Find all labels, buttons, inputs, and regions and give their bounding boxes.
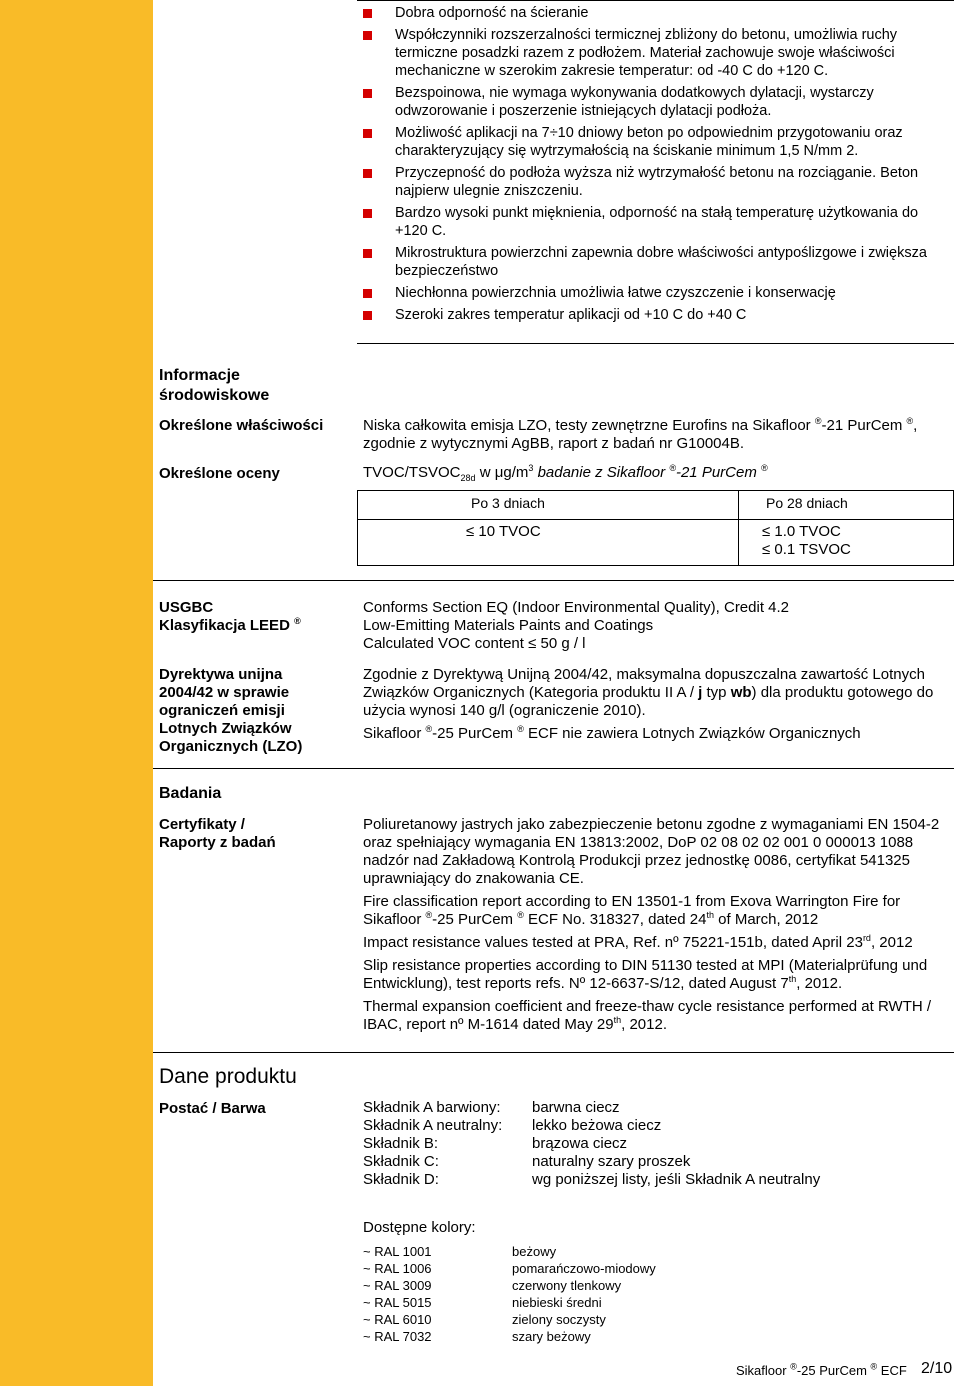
list-item: Bardzo wysoki punkt mięknienia, odporność na stałą temperaturę użytkowania do +120 C. bbox=[362, 204, 952, 240]
ratings-text: TVOC/$TSVOC_{28d}$ w $\mu g/m^3$ badanie z Sikafloor ®-21 PurCem ® bbox=[363, 463, 768, 483]
list-item: Składnik D: wg poniższej listy, jeśli Składnik A neutralny bbox=[363, 1171, 821, 1188]
list-item: Mikrostruktura powierzchni zapewnia dobre właściwości antypoślizgowe i zwiększa bezpieczeństwo bbox=[362, 244, 952, 280]
bullet-icon bbox=[363, 89, 372, 98]
bullet-icon bbox=[363, 31, 372, 40]
table-cell: ≤ 10 TVOC bbox=[466, 523, 541, 540]
table-header: Po 3 dniach bbox=[471, 495, 545, 511]
list-item: Bezspoinowa, nie wymaga wykonywania dodatkowych dylatacji, wystarczy odwzorowanie i poszerzenie istniejących dylatacji podłoża. bbox=[362, 84, 952, 120]
list-item: Szeroki zakres temperatur aplikacji od +10 C do +40 C bbox=[362, 306, 952, 324]
list-item: ~ RAL 6010 zielony soczysty bbox=[363, 1312, 606, 1327]
certificates-text: Poliuretanowy jastrych jako zabezpieczenie betonu zgodne z wymaganiami EN 1504-2 oraz spełniający wymagania EN 13813:2002, DoP 02 08 02 02 001 0 000013 1088 nadzór nad Zakładową Kontrolą Produkcji przez jednostkę 0086, certyfikat 541325 uprawniający do znakowania CE. Fire classification report according to EN 13501-1 from Exova Warrington Fire for Sikafloor ®-25 PurCem ® ECF No. 318327, dated 24th of March, 2012 Impact resistance values tested at PRA, Ref. nº 75221-151b, dated April 23rd, 2012 Slip resistance properties according to DIN 51130 tested at MPI (Materialprüfung und Entwicklung), test reports refs. Nº 12-6637-S/12, dated August 7th, 2012. Thermal expansion coefficient and freeze-thaw cycle resistance performed at RWTH / IBAC, report nº M-1614 dated May 29th, 2012. bbox=[363, 816, 940, 1033]
divider bbox=[153, 580, 954, 581]
certificates-label: Certyfikaty / Raporty z badań bbox=[159, 816, 276, 851]
list-item: Przyczepność do podłoża wyższa niż wytrzymałość betonu na rozciąganie. Beton najpierw ulegnie zniszczeniu. bbox=[362, 164, 952, 200]
list-item: ~ RAL 1001 beżowy bbox=[363, 1244, 557, 1259]
list-item: Dobra odporność na ścieranie bbox=[362, 4, 952, 22]
bullet-icon bbox=[363, 311, 372, 320]
table-header: Po 28 dniach bbox=[766, 495, 848, 511]
table-divider bbox=[358, 519, 953, 520]
list-item: Niechłonna powierzchnia umożliwia łatwe czyszczenie i konserwację bbox=[362, 284, 952, 302]
list-item: ~ RAL 1006 pomarańczowo-miodowy bbox=[363, 1261, 656, 1276]
bullet-icon bbox=[363, 9, 372, 18]
list-item: Możliwość aplikacji na 7÷10 dniowy beton po odpowiednim przygotowaniu oraz charakteryzujący się wytrzymałością na ściskanie minimum 1,5 N/mm 2. bbox=[362, 124, 952, 160]
colors-heading: Dostępne kolory: bbox=[363, 1219, 476, 1236]
directive-text: Zgodnie z Dyrektywą Unijną 2004/42, maksymalna dopuszczalna zawartość Lotnych Związków Organicznych (Kategoria produktu II A / j typ wb) dla produktu gotowego do użycia wynosi 140 g/l (ograniczenie 2010). Sikafloor ®-25 PurCem ® ECF nie zawiera Lotnych Związków Organicznych bbox=[363, 666, 934, 742]
bullet-icon bbox=[363, 209, 372, 218]
table-divider bbox=[738, 491, 739, 565]
usgbc-text: Conforms Section EQ (Indoor Environmental Quality), Credit 4.2 Low-Emitting Materials Paints and Coatings Calculated VOC content ≤ 50 g / l bbox=[363, 599, 790, 652]
form-label: Postać / Barwa bbox=[159, 1100, 266, 1117]
colors-list bbox=[363, 1243, 656, 1345]
footer-product: Sikafloor ®-25 PurCem ® ECF bbox=[736, 1361, 907, 1378]
page-number: 2/10 bbox=[921, 1360, 953, 1377]
list-item: Składnik A barwiony: barwna ciecz bbox=[363, 1099, 620, 1116]
components-list bbox=[363, 1099, 820, 1189]
table-cell: ≤ 1.0 TVOC ≤ 0.1 TSVOC bbox=[762, 523, 851, 558]
list-item: Składnik A neutralny: lekko beżowa ciecz bbox=[363, 1117, 662, 1134]
divider bbox=[153, 768, 954, 769]
divider bbox=[357, 343, 954, 344]
divider bbox=[153, 1052, 954, 1053]
list-item: ~ RAL 5015 niebieski średni bbox=[363, 1295, 602, 1310]
list-item: Składnik B: brązowa ciecz bbox=[363, 1135, 628, 1152]
props-label: Określone właściwości bbox=[159, 417, 324, 434]
usgbc-label: USGBC Klasyfikacja LEED ® bbox=[159, 599, 301, 634]
section-heading-tests: Badania bbox=[159, 785, 222, 802]
voc-table bbox=[357, 490, 954, 566]
list-item: Współczynniki rozszerzalności termicznej zbliżony do betonu, umożliwia ruchy termiczne posadzki razem z podłożem. Materiał zachowuje swoje właściwości mechaniczne w szerokim zakresie temperatur: od -40 C do +120 C. bbox=[362, 26, 952, 80]
bullet-icon bbox=[363, 249, 372, 258]
directive-label: Dyrektywa unijna 2004/42 w sprawie ograniczeń emisji Lotnych Związków Organicznych (LZO) bbox=[159, 666, 303, 755]
section-heading-product: Dane produktu bbox=[159, 1065, 297, 1088]
bullet-icon bbox=[363, 169, 372, 178]
list-item: ~ RAL 3009 czerwony tlenkowy bbox=[363, 1278, 622, 1293]
section-heading-environment: Informacje środowiskowe bbox=[159, 367, 270, 404]
bullet-icon bbox=[363, 129, 372, 138]
list-item: ~ RAL 7032 szary beżowy bbox=[363, 1329, 591, 1344]
bullet-icon bbox=[363, 289, 372, 298]
list-item: Składnik C: naturalny szary proszek bbox=[363, 1153, 691, 1170]
yellow-sidebar bbox=[0, 0, 153, 1386]
divider bbox=[357, 0, 954, 1]
ratings-label: Określone oceny bbox=[159, 465, 280, 482]
feature-list bbox=[362, 4, 952, 328]
props-text: Niska całkowita emisja LZO, testy zewnętrzne Eurofins na Sikafloor ®-21 PurCem ®, zgodnie z wytycznymi AgBB, raport z badań nr G10004B. bbox=[363, 416, 918, 452]
